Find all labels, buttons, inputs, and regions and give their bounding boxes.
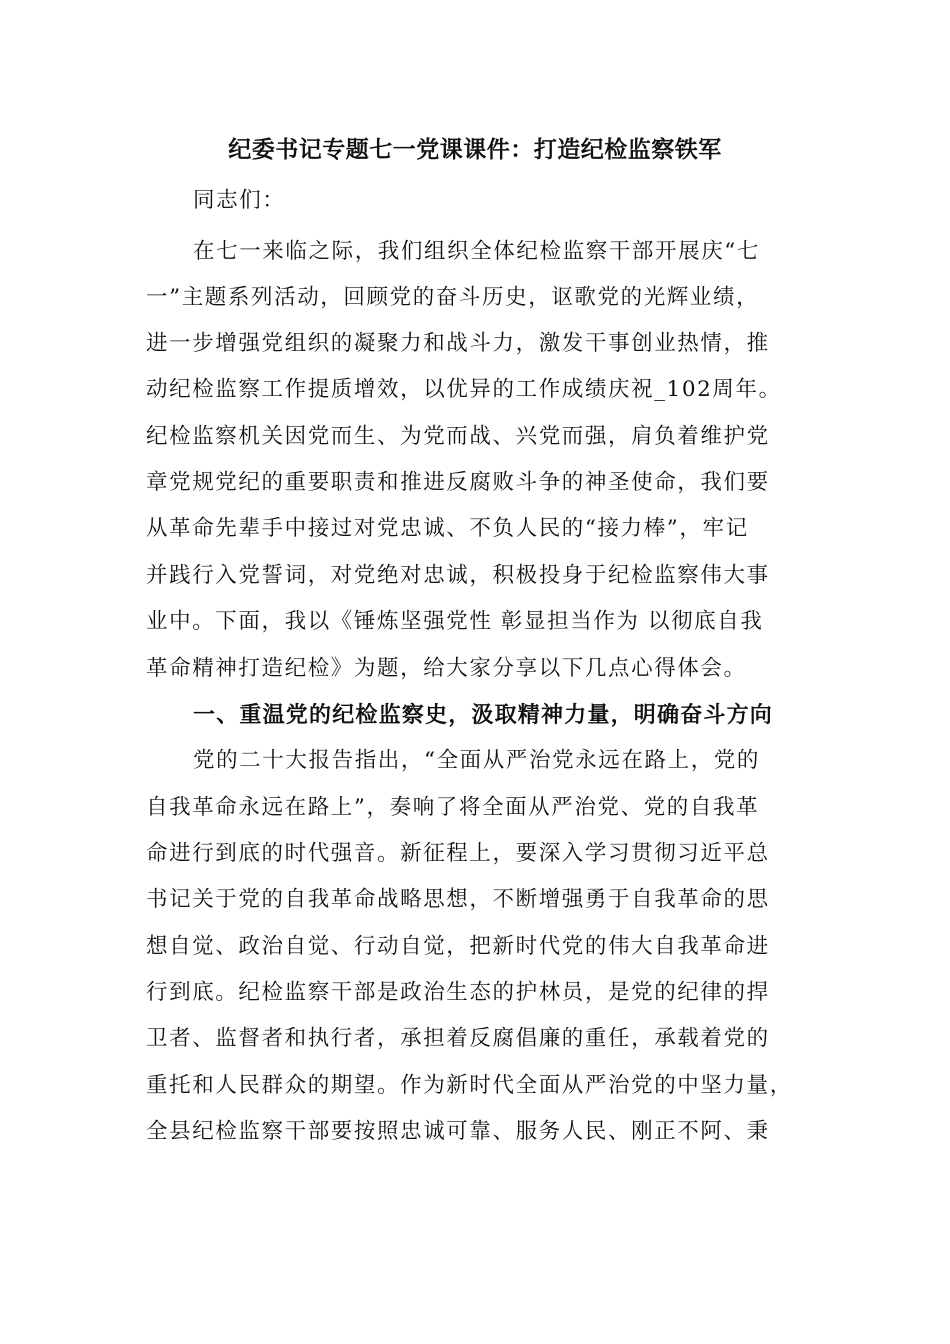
greeting: 同志们： [193,188,286,213]
paragraph-line: 自我革命永远在路上”，奏响了将全面从严治党、党的自我革 [146,795,760,820]
paragraph-line: 动纪检监察工作提质增效，以优异的工作成绩庆祝_102周年。 [146,377,782,402]
paragraph-line: 从革命先辈手中接过对党忠诚、不负人民的“接力棒”，牢记 [146,516,749,541]
paragraph-line: 在七一来临之际，我们组织全体纪检监察干部开展庆“七 [193,239,760,264]
paragraph-line: 进一步增强党组织的凝聚力和战斗力，激发干事创业热情，推 [146,331,770,356]
paragraph-line: 卫者、监督者和执行者，承担着反腐倡廉的重任，承载着党的 [146,1026,770,1051]
paragraph-line: 想自觉、政治自觉、行动自觉，把新时代党的伟大自我革命进 [146,934,770,959]
paragraph-line: 并践行入党誓词，对党绝对忠诚，积极投身于纪检监察伟大事 [146,563,770,588]
document-title: 纪委书记专题七一党课课件：打造纪检监察铁军 [228,136,722,163]
paragraph-line: 章党规党纪的重要职责和推进反腐败斗争的神圣使命，我们要 [146,470,770,495]
paragraph-line: 业中。下面，我以《锤炼坚强党性 彰显担当作为 以彻底自我 [146,609,764,634]
paragraph-line: 一”主题系列活动，回顾党的奋斗历史，讴歌党的光辉业绩， [146,285,760,310]
paragraph-line: 书记关于党的自我革命战略思想，不断增强勇于自我革命的思 [146,887,770,912]
paragraph-line: 重托和人民群众的期望。作为新时代全面从严治党的中坚力量， [146,1073,793,1098]
paragraph-line: 全县纪检监察干部要按照忠诚可靠、服务人民、刚正不阿、秉 [146,1119,770,1144]
paragraph-line: 命进行到底的时代强音。新征程上，要深入学习贯彻习近平总 [146,841,770,866]
paragraph-line: 革命精神打造纪检》为题，给大家分享以下几点心得体会。 [146,656,747,681]
paragraph-line: 行到底。纪检监察干部是政治生态的护林员，是党的纪律的捍 [146,980,770,1005]
paragraph-line: 纪检监察机关因党而生、为党而战、兴党而强，肩负着维护党 [146,424,770,449]
section-heading: 一、重温党的纪检监察史，汲取精神力量，明确奋斗方向 [193,702,774,728]
paragraph-line: 党的二十大报告指出，“全面从严治党永远在路上，党的 [193,748,760,773]
